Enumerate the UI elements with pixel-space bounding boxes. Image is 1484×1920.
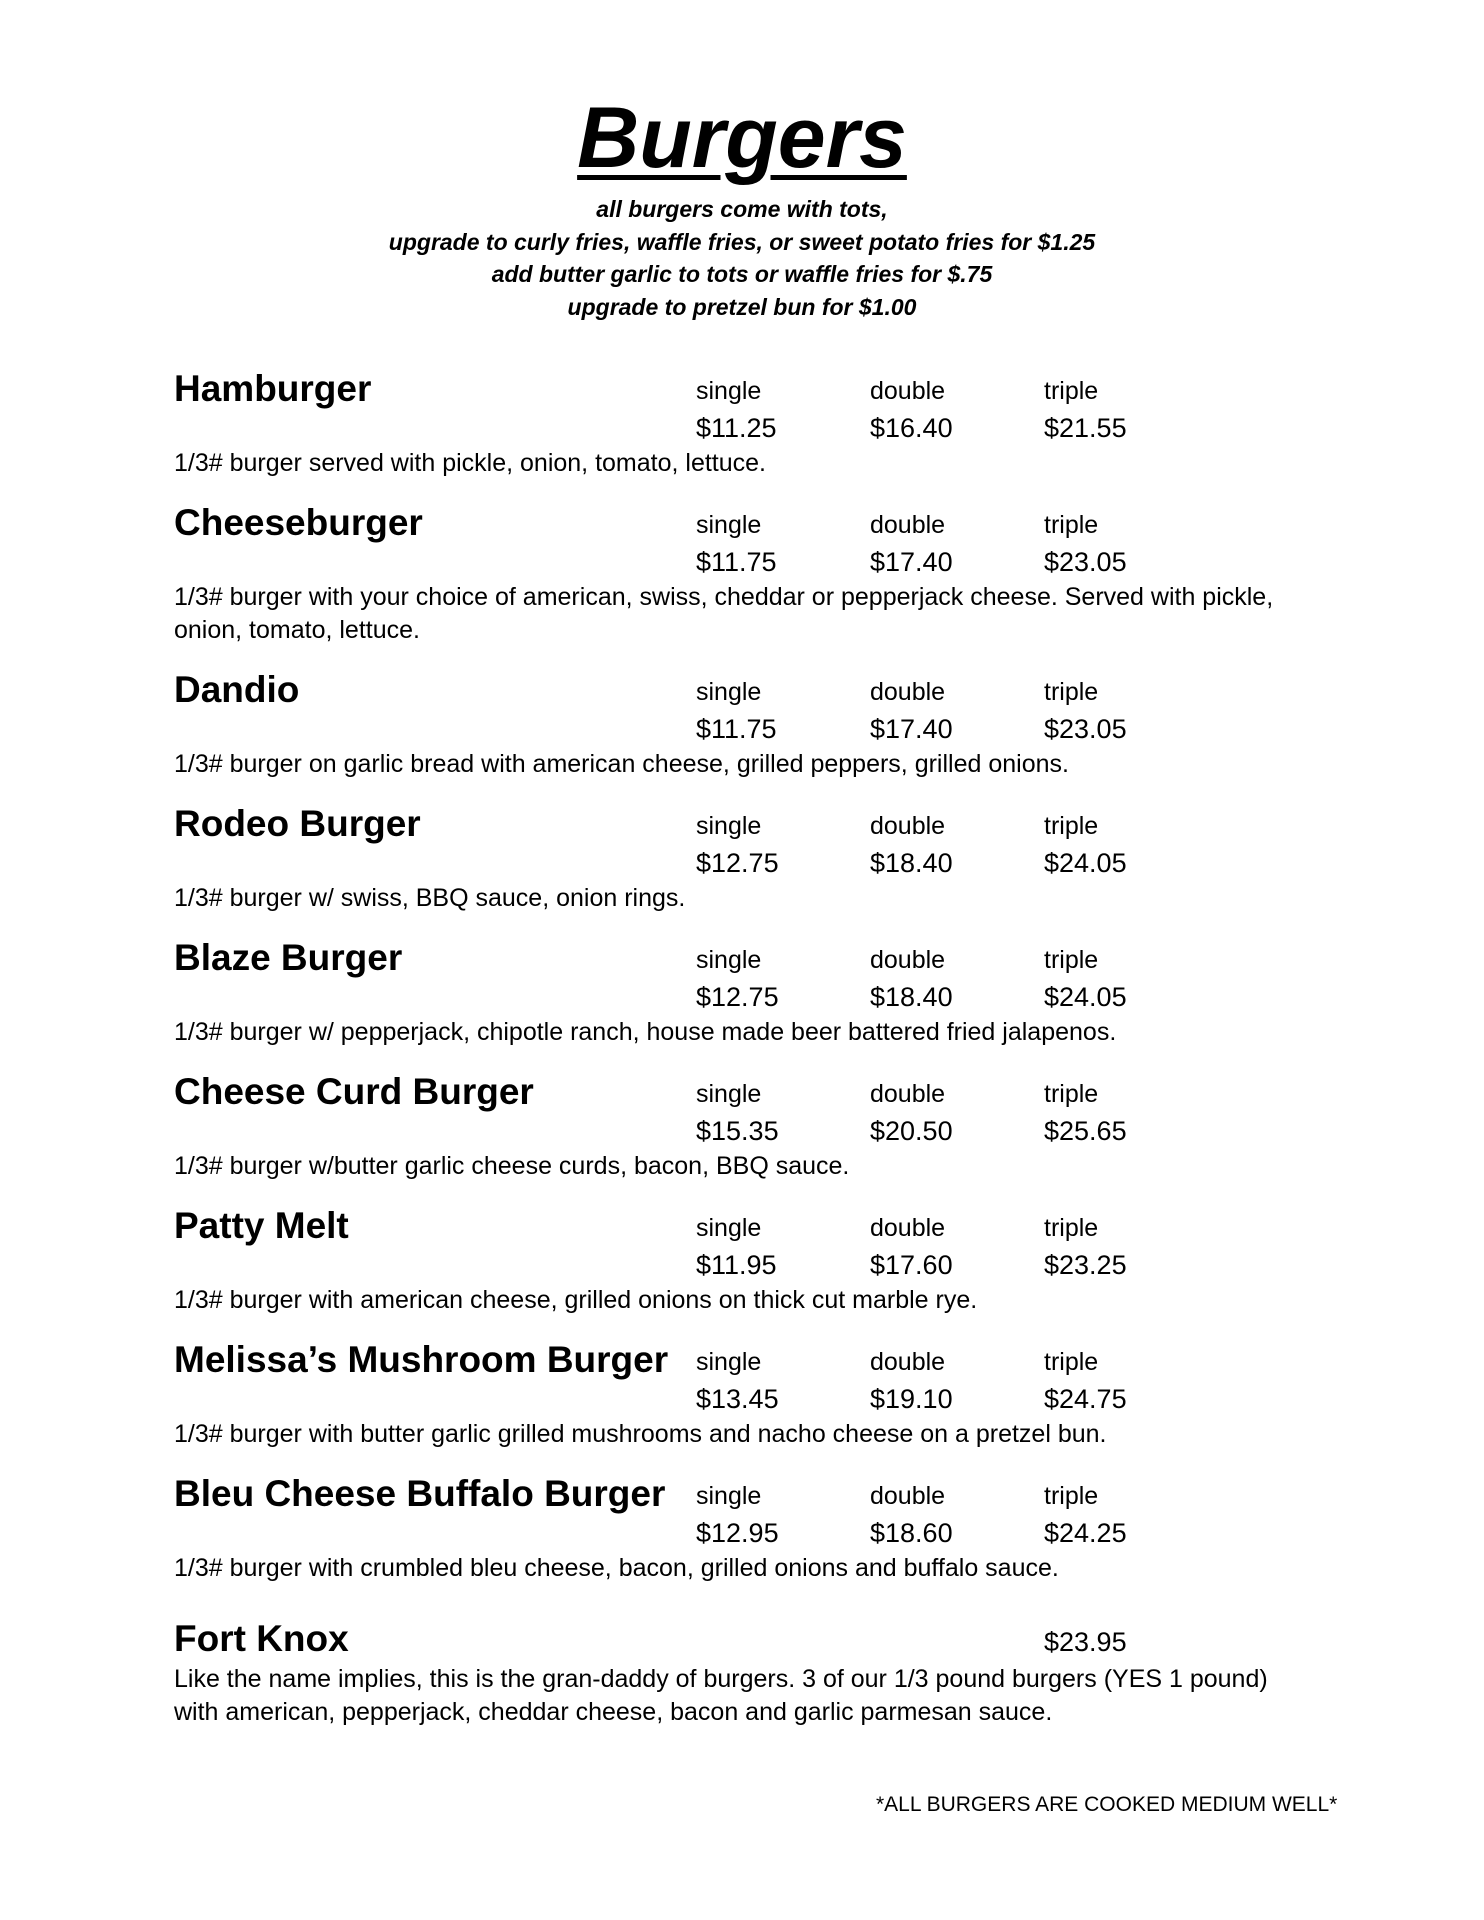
item-description: Like the name implies, this is the gran-daddy of burgers. 3 of our 1/3 pound burgers (YES 1 pound) with american, pepperjack, cheddar cheese, bacon and garlic parmesan sauce.	[174, 1665, 1268, 1726]
size-label-double: double	[870, 1348, 946, 1376]
size-label-single: single	[696, 511, 762, 539]
price-single: $12.95	[696, 1518, 779, 1548]
price-triple: $21.55	[1044, 413, 1127, 443]
price-single: $23.95	[1044, 1627, 1127, 1657]
footer-note: *ALL BURGERS ARE COOKED MEDIUM WELL*	[876, 1793, 1338, 1816]
item-description: 1/3# burger w/ swiss, BBQ sauce, onion rings.	[174, 884, 686, 912]
price-single: $11.95	[696, 1250, 777, 1280]
item-description: 1/3# burger with your choice of american, swiss, cheddar or pepperjack cheese. Served with pickle, onion, tomato, lettuce.	[174, 583, 1274, 644]
price-single: $13.45	[696, 1384, 779, 1414]
size-label-single: single	[696, 1214, 762, 1242]
item-name: Fort Knox	[174, 1618, 349, 1659]
item-name: Rodeo Burger	[174, 803, 421, 844]
item-name: Cheese Curd Burger	[174, 1071, 534, 1112]
menu-item	[174, 668, 1324, 798]
price-single: $11.75	[696, 714, 777, 744]
item-description: 1/3# burger served with pickle, onion, tomato, lettuce.	[174, 449, 766, 477]
price-double: $17.40	[870, 714, 953, 744]
menu-item	[174, 1070, 1324, 1200]
price-triple: $23.05	[1044, 714, 1127, 744]
menu-item	[174, 936, 1324, 1066]
size-label-triple: triple	[1044, 946, 1099, 974]
note-line: upgrade to curly fries, waffle fries, or sweet potato fries for $1.25	[388, 228, 1096, 255]
price-triple: $24.25	[1044, 1518, 1127, 1548]
item-name: Dandio	[174, 669, 300, 710]
price-triple: $25.65	[1044, 1116, 1127, 1146]
note-line: add butter garlic to tots or waffle fries for $.75	[491, 261, 993, 287]
item-name: Cheeseburger	[174, 502, 423, 543]
note-line: all burgers come with tots,	[596, 196, 888, 222]
item-description: 1/3# burger with crumbled bleu cheese, bacon, grilled onions and buffalo sauce.	[174, 1554, 1059, 1582]
size-label-triple: triple	[1044, 1214, 1099, 1242]
menu-item	[174, 802, 1324, 932]
price-double: $17.60	[870, 1250, 953, 1280]
price-single: $11.25	[696, 413, 777, 443]
price-double: $19.10	[870, 1384, 953, 1414]
size-label-triple: triple	[1044, 812, 1099, 840]
size-label-triple: triple	[1044, 1348, 1099, 1376]
size-label-double: double	[870, 1214, 946, 1242]
item-description: 1/3# burger w/ pepperjack, chipotle ranch, house made beer battered fried jalapenos.	[174, 1018, 1117, 1046]
size-label-single: single	[696, 812, 762, 840]
item-description: 1/3# burger with butter garlic grilled mushrooms and nacho cheese on a pretzel bun.	[174, 1420, 1107, 1448]
size-label-double: double	[870, 1080, 946, 1108]
price-single: $15.35	[696, 1116, 779, 1146]
price-single: $12.75	[696, 982, 779, 1012]
item-name: Bleu Cheese Buffalo Burger	[174, 1473, 666, 1514]
menu-item	[174, 501, 1324, 644]
size-label-triple: triple	[1044, 1482, 1099, 1510]
menu-item	[174, 1472, 1324, 1602]
price-single: $12.75	[696, 848, 779, 878]
page-title: Burgers	[577, 90, 907, 186]
price-triple: $24.75	[1044, 1384, 1127, 1414]
size-label-triple: triple	[1044, 511, 1099, 539]
price-double: $18.60	[870, 1518, 953, 1548]
item-name: Blaze Burger	[174, 937, 403, 978]
price-triple: $23.25	[1044, 1250, 1127, 1280]
item-description: 1/3# burger on garlic bread with american cheese, grilled peppers, grilled onions.	[174, 750, 1069, 778]
note-line: upgrade to pretzel bun for $1.00	[567, 293, 917, 320]
item-name: Patty Melt	[174, 1205, 349, 1246]
size-label-single: single	[696, 946, 762, 974]
size-label-double: double	[870, 812, 946, 840]
size-label-triple: triple	[1044, 377, 1099, 405]
size-label-single: single	[696, 377, 762, 405]
item-description: 1/3# burger w/butter garlic cheese curds, bacon, BBQ sauce.	[174, 1152, 850, 1180]
size-label-triple: triple	[1044, 678, 1099, 706]
price-double: $17.40	[870, 547, 953, 577]
price-double: $18.40	[870, 848, 953, 878]
size-label-triple: triple	[1044, 1080, 1099, 1108]
size-label-double: double	[870, 946, 946, 974]
menu-item-fort-knox	[174, 1617, 1324, 1726]
price-single: $11.75	[696, 547, 777, 577]
header-notes	[0, 193, 1484, 323]
size-label-single: single	[696, 1080, 762, 1108]
size-label-single: single	[696, 1482, 762, 1510]
size-label-single: single	[696, 678, 762, 706]
size-label-double: double	[870, 377, 946, 405]
size-label-double: double	[870, 678, 946, 706]
price-double: $20.50	[870, 1116, 953, 1146]
menu-item	[174, 1338, 1324, 1468]
menu-item	[174, 1204, 1324, 1334]
item-name: Hamburger	[174, 368, 372, 409]
size-label-double: double	[870, 1482, 946, 1510]
size-label-single: single	[696, 1348, 762, 1376]
price-triple: $24.05	[1044, 982, 1127, 1012]
price-double: $16.40	[870, 413, 953, 443]
item-name: Melissa’s Mushroom Burger	[174, 1339, 669, 1380]
item-description: 1/3# burger with american cheese, grilled onions on thick cut marble rye.	[174, 1286, 978, 1314]
price-triple: $24.05	[1044, 848, 1127, 878]
menu-item	[174, 367, 1324, 497]
price-triple: $23.05	[1044, 547, 1127, 577]
price-double: $18.40	[870, 982, 953, 1012]
size-label-double: double	[870, 511, 946, 539]
